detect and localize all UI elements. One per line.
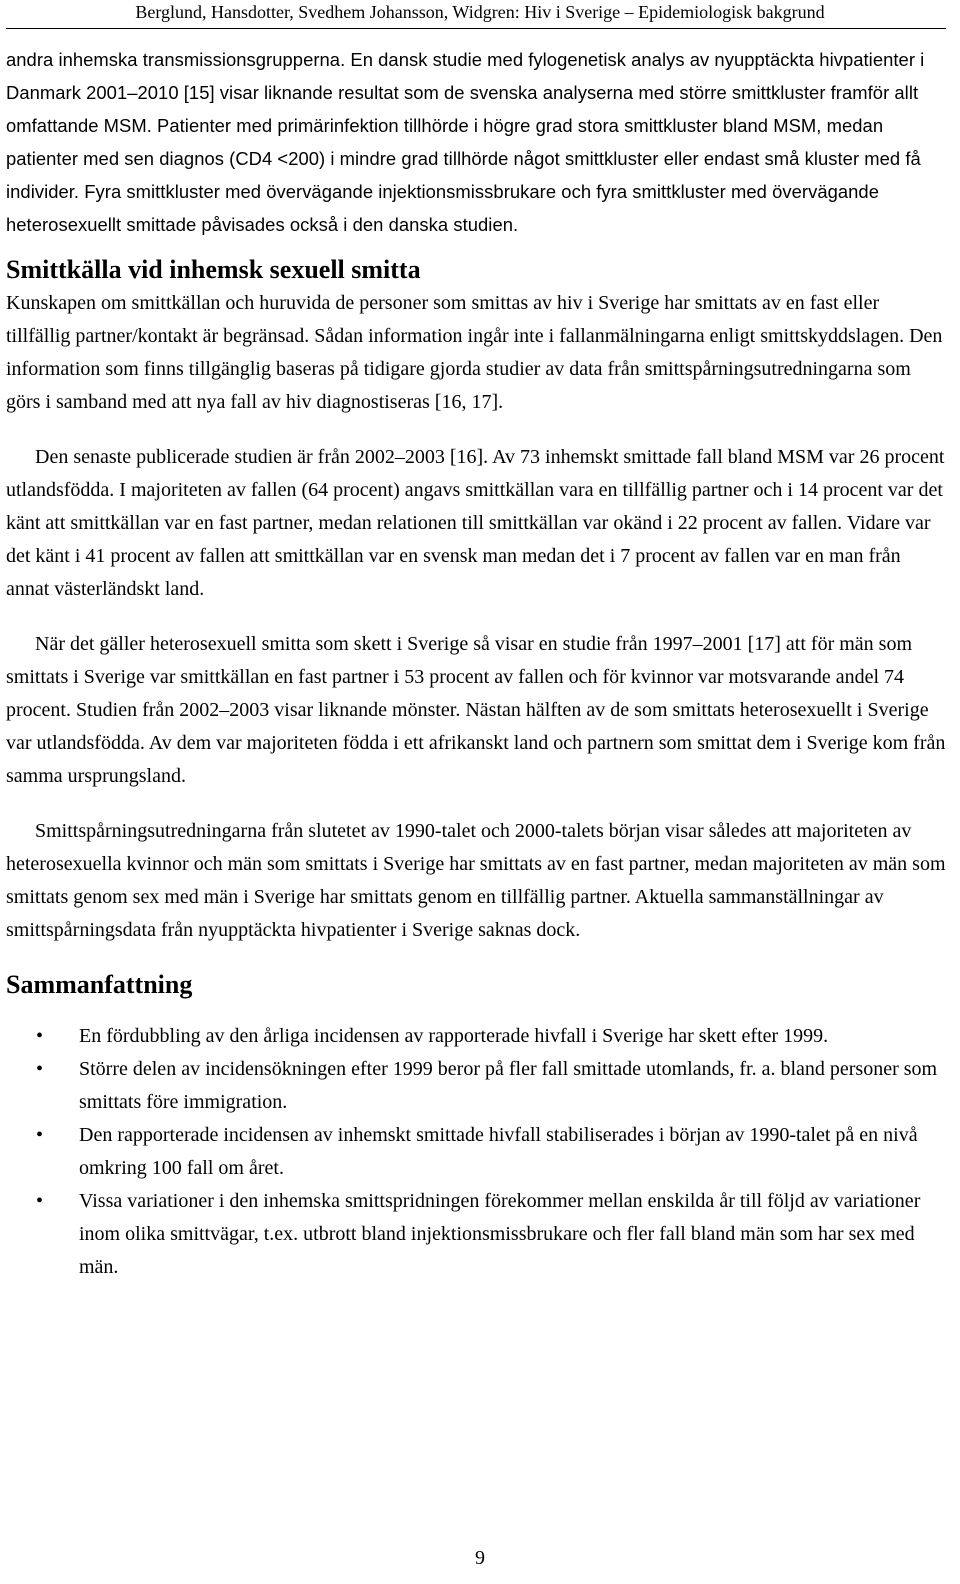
intro-paragraph: andra inhemska transmissionsgrupperna. En dansk studie med fylogenetisk analys av nyupptäckta hivpatienter i Danmark 2001–2010 [15] visar liknande resultat som de svenska analyserna med större smittkluster framför allt omfattande MSM. Patienter med primärinfektion tillhörde i högre grad stora smittkluster bland MSM, medan patienter med sen diagnos (CD4 <200) i mindre grad tillhörde något smittkluster eller endast små kluster med få individer. Fyra smittkluster med övervägande injektionsmissbrukare och fyra smittkluster med övervägande heterosexuellt smittade påvisades också i den danska studien. <box>6 49 925 235</box>
list-item-text: Vissa variationer i den inhemska smittspridningen förekommer mellan enskilda år till följd av variationer inom olika smittvägar, t.ex. utbrott bland injektionsmissbrukare och fler fall bland män som har sex med män. <box>79 1190 921 1278</box>
list-item <box>6 1185 948 1284</box>
summary-list <box>6 1020 948 1284</box>
paragraph-smittkalla-2: Den senaste publicerade studien är från 2002–2003 [16]. Av 73 inhemskt smittade fall bland MSM var 26 procent utlandsfödda. I majoriteten av fallen (64 procent) angavs smittkällan vara en tillfällig partner och i 14 procent var det känt att smittkällan var en fast partner, medan relationen till smittkällan var okänd i 22 procent av fallen. Vidare var det känt i 41 procent av fallen att smittkällan var en svensk man medan det i 7 procent av fallen var en man från annat västerländskt land. <box>6 446 945 600</box>
list-item-text: Den rapporterade incidensen av inhemskt smittade hivfall stabiliserades i början av 1990-talet på en nivå omkring 100 fall om året. <box>79 1124 918 1179</box>
list-item-text: Större delen av incidensökningen efter 1999 beror på fler fall smittade utomlands, fr. a. bland personer som smittats före immigration. <box>79 1058 938 1113</box>
list-item <box>6 1053 948 1119</box>
header-divider <box>6 28 946 29</box>
paragraph-smittkalla-1: Kunskapen om smittkällan och huruvida de personer som smittas av hiv i Sverige har smittats av en fast eller tillfällig partner/kontakt är begränsad. Sådan information ingår inte i fallanmälningarna enligt smittskyddslagen. Den information som finns tillgänglig baseras på tidigare gjorda studier av data från smittspårningsutredningarna som görs i samband med att nya fall av hiv diagnostiseras [16, 17]. <box>6 292 943 413</box>
list-item-text: En fördubbling av den årliga incidensen av rapporterade hivfall i Sverige har skett efter 1999. <box>79 1025 829 1047</box>
paragraph-smittkalla-4: Smittspårningsutredningarna från slutetet av 1990-talet och 2000-talets början visar således att majoriteten av heterosexuella kvinnor och män som smittats i Sverige har smittats av en fast partner, medan majoriteten av män som smittats genom sex med män i Sverige har smittats genom en tillfällig partner. Aktuella sammanställningar av smittspårningsdata från nyupptäckta hivpatienter i Sverige saknas dock. <box>6 820 946 941</box>
bullet-icon: • <box>36 1025 44 1047</box>
bullet-icon: • <box>36 1190 44 1212</box>
page-number: 9 <box>475 1547 485 1569</box>
section-heading-smittkalla: Smittkälla vid inhemsk sexuell smitta <box>6 255 421 284</box>
paragraph-smittkalla-3: När det gäller heterosexuell smitta som skett i Sverige så visar en studie från 1997–2001 [17] att för män som smittats i Sverige var smittkällan en fast partner i 53 procent av fallen och för kvinnor var motsvarande andel 74 procent. Studien från 2002–2003 visar liknande mönster. Nästan hälften av de som smittats heterosexuellt i Sverige var utlandsfödda. Av dem var majoriteten födda i ett afrikanskt land och partnern som smittat dem i Sverige kom från samma ursprungsland. <box>6 633 946 787</box>
page-body <box>6 43 948 1284</box>
list-item <box>6 1119 948 1185</box>
bullet-icon: • <box>36 1124 44 1146</box>
section-heading-sammanfattning: Sammanfattning <box>6 970 193 999</box>
bullet-icon: • <box>36 1058 44 1080</box>
list-item <box>6 1020 948 1053</box>
running-header: Berglund, Hansdotter, Svedhem Johansson, Widgren: Hiv i Sverige – Epidemiologisk bakgrund <box>135 2 825 22</box>
